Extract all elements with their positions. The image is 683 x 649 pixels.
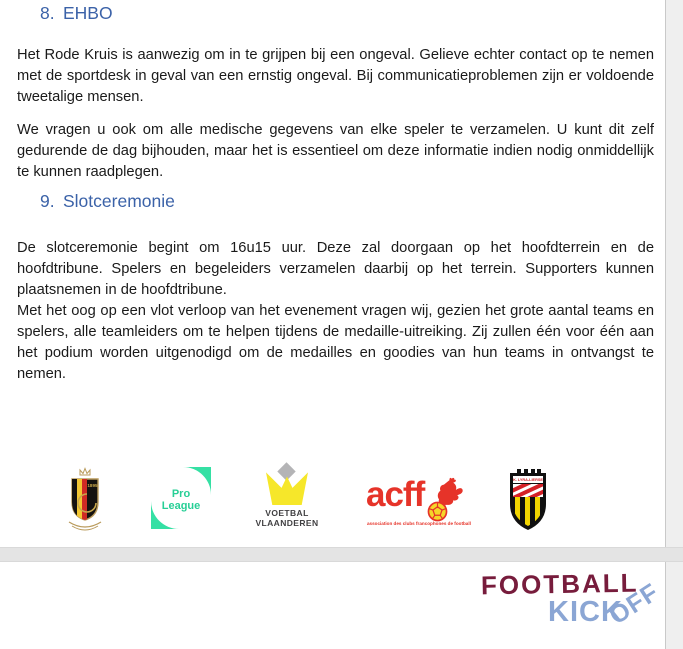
paragraph-text: Met het oog op een vlot verloop van het evenement vragen wij, gezien het grote aantal teams en spelers, alle teamleiders om te helpen tijdens de medaille-uitreiking. Zij zullen één voor één aan het podium worden uitgenodigd om de medailles en goodies van hun teams in ontvangst te nemen. [17, 303, 654, 382]
vv-line2: VLAANDEREN [255, 518, 319, 528]
paragraph-text: Het Rode Kruis is aanwezig om in te grijpen bij een ongeval. Gelieve echter contact op te nemen met de sportdesk in geval van een ernstig ongeval. Bij communicatieproblemen zijn er voldoende tweetalige mensen. [17, 47, 654, 105]
section-number: 8. [40, 3, 55, 23]
belgian-fa-crest-icon [63, 466, 107, 538]
body-paragraph [17, 45, 654, 108]
crown-icon [80, 469, 90, 476]
pro-league-line1: Pro [171, 488, 191, 500]
vv-line1: VOETBAL [265, 508, 309, 518]
paragraph-text: We vragen u ook om alle medische gegevens van elke speler te verzamelen. U kunt dit zelf gedurende de dag bijhouden, maar het is essentieel om deze informatie indien nodig onmiddellijk te kunnen raadplegen. [17, 122, 654, 180]
football-wordmark: FOOTBALL [480, 567, 639, 601]
pro-league-line2: League [161, 500, 201, 512]
section-title: EHBO [63, 3, 113, 23]
section-number: 9. [40, 191, 55, 211]
kick-wordmark: KICK [548, 596, 623, 628]
paragraph-text: De slotceremonie begint om 16u15 uur. Deze zal doorgaan op het hoofdterrein en de hoofdtribune. Spelers en begeleiders verzamelen daarbij op het terrein. Supporters kunnen plaatsnemen in de hoofdtribune. [17, 240, 654, 298]
body-paragraph [17, 120, 654, 183]
laurel-icon [69, 522, 101, 530]
crest-text: K. LYRA-LIERSE [513, 478, 543, 483]
lyra-lierse-crest [503, 466, 553, 538]
voetbal-vlaanderen-wordmark [253, 508, 321, 528]
section-title: Slotceremonie [63, 191, 175, 211]
section-heading-ehbo [40, 3, 113, 24]
section-heading-slotceremonie [40, 191, 175, 212]
off-wordmark: OFF [604, 577, 665, 631]
pro-league-wordmark [158, 488, 204, 512]
belgian-fa-crest [63, 466, 107, 538]
crest-year: 1895 [87, 483, 98, 488]
acff-logo [366, 470, 471, 528]
pro-league-logo [149, 465, 213, 531]
acff-wordmark: acff [366, 475, 425, 514]
body-paragraph [17, 238, 654, 385]
acff-tagline: association des clubs francophones de football [367, 521, 471, 526]
lyra-lierse-crest-icon [503, 466, 553, 538]
page-gutter [0, 547, 683, 562]
soccer-ball-icon [427, 501, 448, 522]
voetbal-vlaanderen-logo [253, 465, 321, 535]
